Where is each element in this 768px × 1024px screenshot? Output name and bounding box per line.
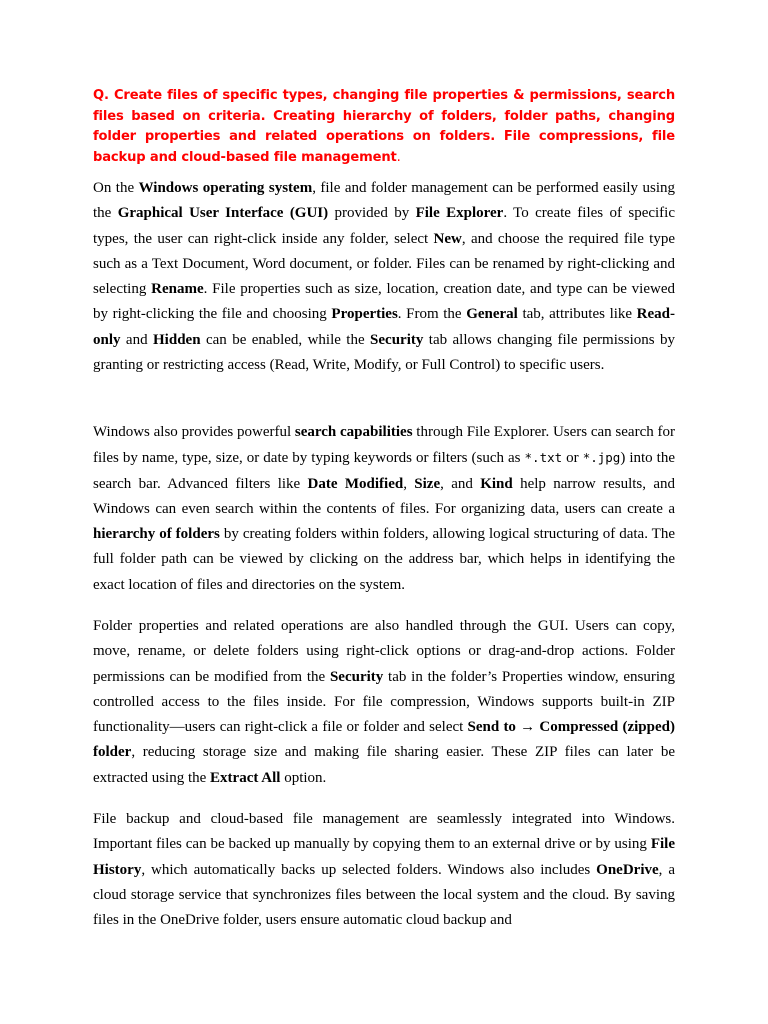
question-heading	[93, 86, 675, 168]
bold-term: Graphical User Interface (GUI)	[117, 205, 329, 222]
bold-term: hierarchy of folders	[93, 526, 220, 543]
text-run: On the	[93, 180, 139, 196]
bold-term: Size	[414, 475, 441, 492]
bold-term: Hidden	[153, 331, 201, 348]
bold-term: Windows operating system	[138, 180, 313, 196]
text-run: can be enabled, while the	[200, 331, 371, 348]
text-run: , which automatically backs up selected folders. Windows also includes	[141, 861, 597, 878]
text-run: tab allows changing file permissions by granting or restricting access (Read, Write, Modify, or Full Control) to specific users.	[93, 331, 675, 374]
text-run: . From the	[397, 306, 467, 323]
text-run: Windows also provides powerful	[93, 424, 295, 440]
text-run: or	[562, 450, 583, 467]
bold-term: Rename	[151, 281, 204, 298]
text-run: and	[120, 331, 154, 348]
bold-term: Read-only	[93, 306, 675, 348]
bold-term: Kind	[480, 475, 513, 492]
text-run: ,	[403, 475, 415, 492]
text-run: File backup and cloud-based file management are seamlessly integrated into Windows. Important files can be backed up manually by copying them to an external drive or by using	[93, 811, 675, 853]
text-run: option.	[280, 769, 327, 786]
bold-term: Properties	[331, 306, 398, 323]
text-run: tab, attributes like	[517, 306, 637, 323]
question-text: Q. Create files of specific types, changing file properties & permissions, search files based on criteria. Creating hierarchy of folders, folder paths, changing folder properties and related operations on folders. File compressions, file backup and cloud-based file management	[93, 88, 675, 165]
paragraph-search-capabilities	[93, 420, 675, 598]
bold-term: search capabilities	[294, 424, 413, 440]
bold-term: Security	[370, 331, 424, 348]
bold-term: Security	[329, 668, 384, 685]
bold-term: Extract All	[210, 769, 281, 786]
text-run: , file and folder management can be performed easily using the	[93, 180, 675, 222]
text-run: , reducing storage size and making file sharing easier. These ZIP files can later be extracted using the	[93, 744, 675, 786]
text-run: through File Explorer. Users can search for files by name, type, size, or date by typing keywords or filters (such as	[93, 424, 675, 467]
bold-term: OneDrive	[596, 861, 659, 878]
text-run: provided by	[328, 205, 416, 222]
paragraph-folder-operations	[93, 614, 675, 791]
bold-term: New	[433, 230, 462, 247]
text-run: Folder properties and related operations are also handled through the GUI. Users can copy, move, rename, or delete folders using right-click options or drag-and-drop actions. Folder permissions can be modified from the	[93, 618, 675, 685]
text-run: , a cloud storage service that synchronizes files between the local system and the cloud. By saving files in the OneDrive folder, users ensure automatic cloud backup and	[93, 861, 675, 929]
text-run: , and choose the required file type such as a Text Document, Word document, or folder. Files can be renamed by right-clicking and selecting	[93, 230, 675, 298]
paragraph-backup-cloud	[93, 807, 675, 933]
bold-term: Date Modified	[307, 475, 404, 492]
code-snippet: *.txt	[524, 450, 563, 466]
bold-term: General	[466, 306, 518, 323]
text-run: tab in the folder’s Properties window, ensuring controlled access to the files inside. For file compression, Windows supports built-in ZIP functionality—users can right-click a file or folder and select	[93, 668, 676, 736]
paragraph-file-management	[93, 176, 675, 378]
bold-term: File Explorer	[415, 205, 504, 222]
bold-term: Send to → Compressed (zipped) folder	[93, 719, 675, 761]
text-run: . File properties such as size, location, creation date, and type can be viewed by right-clicking the file and choosing	[93, 281, 675, 323]
bold-term: File History	[93, 836, 675, 878]
code-snippet: *.jpg	[582, 450, 621, 466]
text-run: help narrow results, and Windows can even search within the contents of files. For organizing data, users can create a	[93, 475, 675, 517]
text-run: ) into the search bar. Advanced filters like	[93, 450, 676, 492]
question-end-period: .	[396, 149, 401, 165]
text-run: . To create files of specific types, the user can right-click inside any folder, select	[93, 205, 676, 247]
text-run: by creating folders within folders, allowing logical structuring of data. The full folder path can be viewed by clicking on the address bar, which helps in identifying the exact location of files and directories on the system.	[93, 526, 675, 593]
text-run: , and	[440, 475, 481, 492]
